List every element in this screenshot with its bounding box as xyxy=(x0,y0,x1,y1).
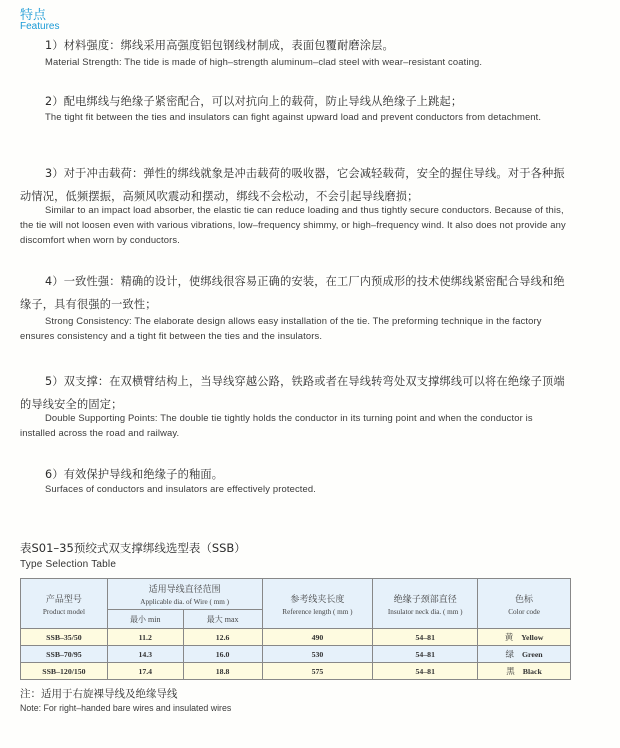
table-title-en: Type Selection Table xyxy=(20,559,117,570)
cell-model: SSB–70/95 xyxy=(21,646,108,663)
feature-4-en: Strong Consistency: The elaborate design allows easy installation of the tie. The preforming technique in the factory ensures consistency and a tight fit between the ties and the insulators. xyxy=(20,315,542,341)
cell-min: 17.4 xyxy=(107,663,183,680)
cell-max: 18.8 xyxy=(183,663,262,680)
cell-neck: 54–81 xyxy=(373,663,478,680)
feature-2-en: The tight fit between the ties and insulators can fight against upward load and prevent conductors from detachment. xyxy=(45,111,542,122)
cell-min: 11.2 xyxy=(107,629,183,646)
color-en: Green xyxy=(521,650,543,659)
cell-color xyxy=(478,629,571,646)
table-title-cn: 表S01–35预绞式双支撑绑线选型表（SSB） xyxy=(20,541,246,555)
header-model-cn: 产品型号 xyxy=(45,593,82,604)
table-header-row xyxy=(21,579,571,610)
table-row xyxy=(21,629,571,646)
color-cn: 绿 xyxy=(505,649,514,659)
cell-max: 12.6 xyxy=(183,629,262,646)
cell-max: 16.0 xyxy=(183,646,262,663)
feature-3-cn: 3）对于冲击载荷：弹性的绑线就象是冲击载荷的吸收器，它会减轻载荷，安全的握住导线。对于各种振动情况，低频摆振，高频风吹震动和摆动，绑线不会松动，不会引起导线磨损； xyxy=(20,167,565,203)
header-color-en: Color code xyxy=(508,607,540,616)
cell-color xyxy=(478,646,571,663)
feature-6-cn: 6）有效保护导线和绝缘子的釉面。 xyxy=(45,468,224,481)
feature-3-en: Similar to an impact load absorber, the elastic tie can reduce loading and thus tightly secure conductors. Because of this, the tie will not loosen even with various vibrations, low–frequency shimmy, or high–frequency wind. It also does not provide any discomfort when worn by conductors. xyxy=(20,204,566,245)
header-product-model xyxy=(21,579,108,629)
table-row xyxy=(21,646,571,663)
table-row xyxy=(21,663,571,680)
header-length-en: Reference length ( mm ) xyxy=(282,607,353,616)
header-insulator-neck xyxy=(373,579,478,629)
type-selection-table xyxy=(20,578,571,680)
header-color-code xyxy=(478,579,571,629)
feature-4-cn: 4）一致性强：精确的设计，使绑线很容易正确的安装，在工厂内预成形的技术使绑线紧密配合导线和绝缘子，具有很强的一致性； xyxy=(20,275,565,311)
header-length-cn: 参考线夹长度 xyxy=(290,593,345,604)
feature-1-cn: 1）材料强度：绑线采用高强度铝包钢线材制成，表面包覆耐磨涂层。 xyxy=(45,39,394,52)
note-cn: 注：适用于右旋裸导线及绝缘导线 xyxy=(20,688,178,700)
header-reference-length xyxy=(262,579,373,629)
color-en: Black xyxy=(522,667,542,676)
header-min: 最小 min xyxy=(107,610,183,629)
feature-6-en: Surfaces of conductors and insulators are effectively protected. xyxy=(45,483,317,494)
feature-1-en: Material Strength: The tide is made of high–strength aluminum–clad steel with wear–resistant coating. xyxy=(45,56,483,67)
cell-model: SSB–120/150 xyxy=(21,663,108,680)
header-applicable-dia xyxy=(107,579,262,610)
header-dia-en: Applicable dia. of Wire ( mm ) xyxy=(140,598,230,606)
cell-model: SSB–35/50 xyxy=(21,629,108,646)
header-neck-cn: 绝缘子颈部直径 xyxy=(393,593,457,604)
feature-2-cn: 2）配电绑线与绝缘子紧密配合，可以对抗向上的载荷，防止导线从绝缘子上跳起； xyxy=(45,95,463,108)
feature-5-cn: 5）双支撑：在双横臂结构上，当导线穿越公路，铁路或者在导线转弯处双支撑绑线可以将在绝缘子顶端的导线安全的固定； xyxy=(20,375,565,411)
cell-color xyxy=(478,663,571,680)
feature-5-en: Double Supporting Points: The double tie tightly holds the conductor in its turning point and when the conductor is installed across the road and railway. xyxy=(20,412,533,438)
header-dia-cn: 适用导线直径范围 xyxy=(148,584,221,594)
cell-neck: 54–81 xyxy=(373,646,478,663)
header-max: 最大 max xyxy=(183,610,262,629)
cell-neck: 54–81 xyxy=(373,629,478,646)
note-en: Note: For right–handed bare wires and insulated wires xyxy=(20,703,232,713)
header-neck-en: Insulator neck dia. ( mm ) xyxy=(387,607,463,616)
color-cn: 黑 xyxy=(506,666,515,676)
cell-length: 490 xyxy=(262,629,373,646)
header-model-en: Product model xyxy=(42,607,85,616)
cell-length: 575 xyxy=(262,663,373,680)
cell-min: 14.3 xyxy=(107,646,183,663)
color-en: Yellow xyxy=(521,633,544,642)
color-cn: 黄 xyxy=(504,632,514,642)
section-title-en: Features xyxy=(20,21,60,32)
section-title-cn: 特点 xyxy=(20,8,47,23)
cell-length: 530 xyxy=(262,646,373,663)
header-color-cn: 色标 xyxy=(515,593,534,604)
